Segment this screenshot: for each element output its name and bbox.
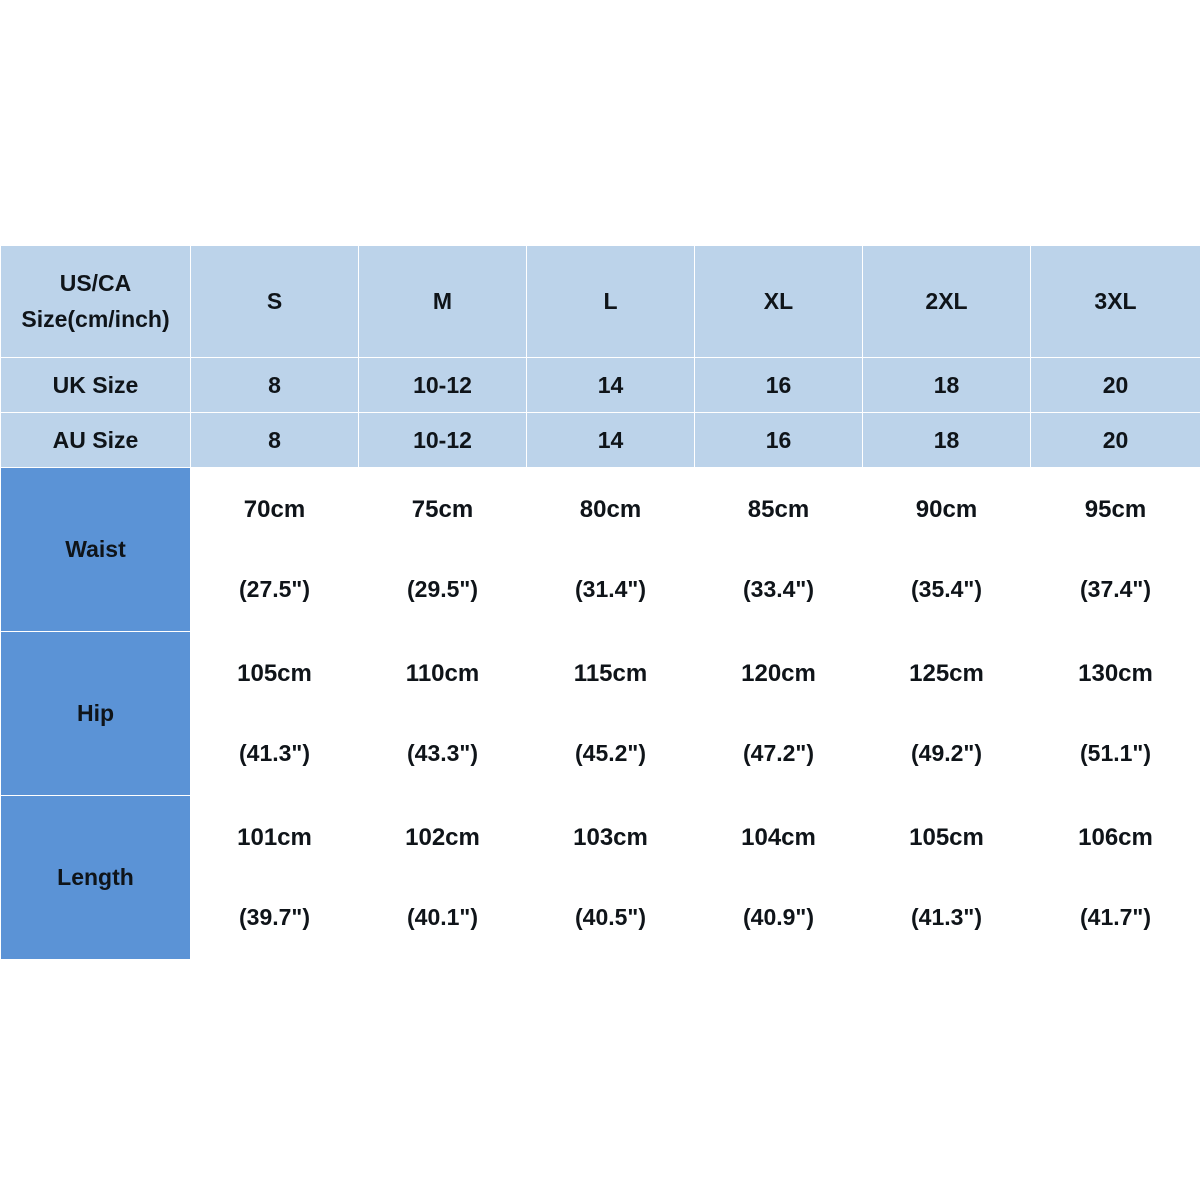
- au-size-l: 14: [527, 413, 695, 468]
- size-header-m: M: [359, 246, 527, 358]
- length-s-inch: (39.7"): [239, 904, 310, 930]
- corner-label-line2: Size(cm/inch): [21, 305, 170, 332]
- waist-m-inch: (29.5"): [407, 576, 478, 602]
- uk-size-l: 14: [527, 358, 695, 413]
- hip-2xl: [863, 632, 1031, 796]
- corner-label-cell: [1, 246, 191, 358]
- length-m-inch: (40.1"): [407, 904, 478, 930]
- hip-l-cm: 115cm: [573, 660, 648, 687]
- length-3xl-cm: 106cm: [1078, 824, 1153, 851]
- length-l-inch: (40.5"): [575, 904, 646, 930]
- table-row-hip: [1, 632, 1200, 796]
- row-label-hip: Hip: [1, 632, 191, 796]
- hip-3xl-cm: 130cm: [1078, 660, 1153, 687]
- size-header-l: L: [527, 246, 695, 358]
- corner-label-line1: US/CA: [59, 269, 132, 296]
- waist-xl-cm: 85cm: [747, 496, 810, 523]
- waist-xl: [695, 468, 863, 632]
- length-l: [527, 796, 695, 960]
- row-label-au-size: AU Size: [1, 413, 191, 468]
- size-chart-container: [0, 245, 1200, 960]
- length-2xl-cm: 105cm: [909, 824, 984, 851]
- hip-l: [527, 632, 695, 796]
- uk-size-xl: 16: [695, 358, 863, 413]
- waist-3xl: [1031, 468, 1200, 632]
- length-xl-cm: 104cm: [741, 824, 816, 851]
- waist-m-cm: 75cm: [411, 496, 474, 523]
- au-size-s: 8: [191, 413, 359, 468]
- size-header-2xl: 2XL: [863, 246, 1031, 358]
- waist-m: [359, 468, 527, 632]
- hip-s-cm: 105cm: [237, 660, 312, 687]
- waist-2xl-inch: (35.4"): [911, 576, 982, 602]
- au-size-xl: 16: [695, 413, 863, 468]
- hip-2xl-cm: 125cm: [909, 660, 984, 687]
- length-3xl: [1031, 796, 1200, 960]
- au-size-2xl: 18: [863, 413, 1031, 468]
- waist-3xl-inch: (37.4"): [1080, 576, 1151, 602]
- au-size-3xl: 20: [1031, 413, 1200, 468]
- hip-xl-inch: (47.2"): [743, 740, 814, 766]
- table-row-uk-size: [1, 358, 1200, 413]
- hip-l-inch: (45.2"): [575, 740, 646, 766]
- row-label-uk-size: UK Size: [1, 358, 191, 413]
- waist-3xl-cm: 95cm: [1084, 496, 1147, 523]
- hip-s: [191, 632, 359, 796]
- size-chart-table: [0, 245, 1200, 960]
- length-m: [359, 796, 527, 960]
- uk-size-3xl: 20: [1031, 358, 1200, 413]
- length-2xl-inch: (41.3"): [911, 904, 982, 930]
- row-label-length: Length: [1, 796, 191, 960]
- hip-3xl-inch: (51.1"): [1080, 740, 1151, 766]
- waist-l: [527, 468, 695, 632]
- length-m-cm: 102cm: [405, 824, 480, 851]
- uk-size-2xl: 18: [863, 358, 1031, 413]
- table-row-au-size: [1, 413, 1200, 468]
- waist-l-inch: (31.4"): [575, 576, 646, 602]
- length-s-cm: 101cm: [237, 824, 312, 851]
- hip-2xl-inch: (49.2"): [911, 740, 982, 766]
- size-header-3xl: 3XL: [1031, 246, 1200, 358]
- hip-m-cm: 110cm: [405, 660, 480, 687]
- hip-xl: [695, 632, 863, 796]
- size-header-s: S: [191, 246, 359, 358]
- waist-2xl-cm: 90cm: [915, 496, 978, 523]
- waist-2xl: [863, 468, 1031, 632]
- table-row-length: [1, 796, 1200, 960]
- length-s: [191, 796, 359, 960]
- row-label-waist: Waist: [1, 468, 191, 632]
- table-row-waist: [1, 468, 1200, 632]
- hip-xl-cm: 120cm: [741, 660, 816, 687]
- waist-xl-inch: (33.4"): [743, 576, 814, 602]
- uk-size-m: 10-12: [359, 358, 527, 413]
- length-2xl: [863, 796, 1031, 960]
- length-l-cm: 103cm: [573, 824, 648, 851]
- hip-s-inch: (41.3"): [239, 740, 310, 766]
- waist-s: [191, 468, 359, 632]
- length-3xl-inch: (41.7"): [1080, 904, 1151, 930]
- uk-size-s: 8: [191, 358, 359, 413]
- hip-m: [359, 632, 527, 796]
- length-xl-inch: (40.9"): [743, 904, 814, 930]
- waist-s-inch: (27.5"): [239, 576, 310, 602]
- hip-3xl: [1031, 632, 1200, 796]
- hip-m-inch: (43.3"): [407, 740, 478, 766]
- waist-l-cm: 80cm: [579, 496, 642, 523]
- size-header-xl: XL: [695, 246, 863, 358]
- length-xl: [695, 796, 863, 960]
- table-row-size-header: [1, 246, 1200, 358]
- waist-s-cm: 70cm: [243, 496, 306, 523]
- au-size-m: 10-12: [359, 413, 527, 468]
